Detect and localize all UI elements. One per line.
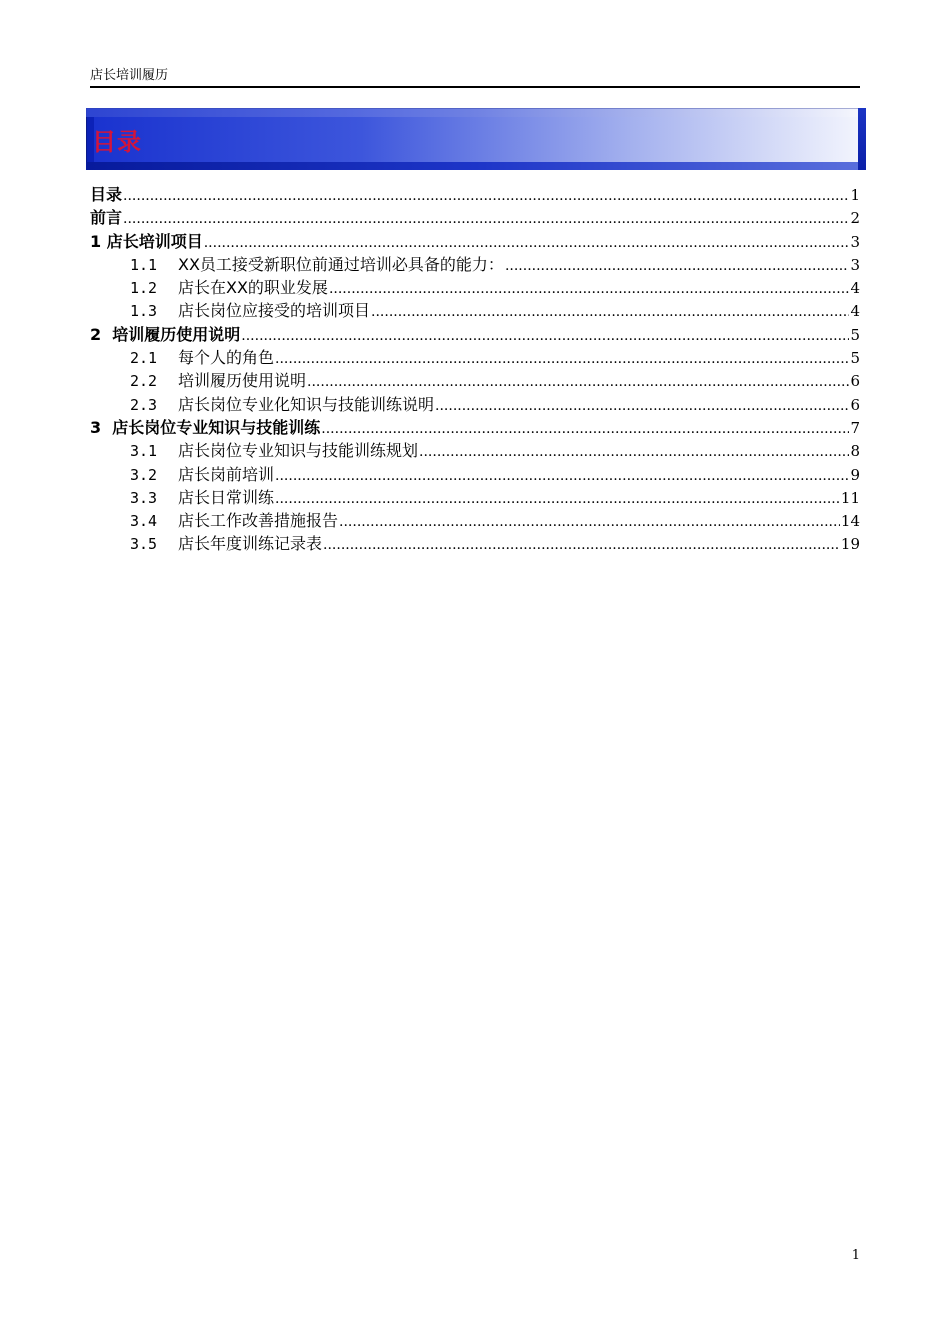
toc-entry-text: 1 店长培训项目 xyxy=(90,231,203,251)
toc-leader-dots xyxy=(505,255,850,278)
toc-subentry[interactable] xyxy=(90,393,860,416)
toc-leader-dots xyxy=(321,418,849,441)
toc-entry-number: 2.2 xyxy=(130,372,158,391)
toc-entry-page: 5 xyxy=(850,325,860,344)
toc-entry-number: 2.1 xyxy=(130,349,158,368)
toc-entry-text: 店长岗前培训 xyxy=(178,464,275,484)
toc-leader-dots xyxy=(307,371,849,394)
toc-subentry[interactable] xyxy=(90,463,860,486)
banner-title: 目录 xyxy=(92,128,142,156)
toc-entry[interactable] xyxy=(90,230,860,253)
running-header xyxy=(90,66,860,88)
toc-entry-number: 3.3 xyxy=(130,488,158,507)
toc-entry-text: 店长在XX的职业发展 xyxy=(178,278,328,298)
running-title: 店长培训履历 xyxy=(90,68,169,83)
toc-entry-text: 店长岗位专业化知识与技能训练说明 xyxy=(178,394,435,414)
banner-bevel-top xyxy=(86,108,866,117)
toc-banner xyxy=(86,108,866,170)
toc-entry-text: 店长工作改善措施报告 xyxy=(178,511,339,531)
toc-entry[interactable] xyxy=(90,416,860,439)
toc-entry-text: 前言 xyxy=(90,208,123,228)
page-number: 1 xyxy=(851,1248,860,1263)
toc-leader-dots xyxy=(419,441,849,464)
toc-entry-page: 6 xyxy=(850,395,860,414)
toc-entry-page: 5 xyxy=(850,349,860,368)
toc-entry-number: 3.4 xyxy=(130,512,158,531)
toc-leader-dots xyxy=(435,395,849,418)
toc-subentry[interactable] xyxy=(90,253,860,276)
toc-leader-dots xyxy=(371,301,849,324)
toc-entry[interactable] xyxy=(90,183,860,206)
toc-subentry[interactable] xyxy=(90,486,860,509)
toc-entry-number: 2.3 xyxy=(130,395,158,414)
toc-entry-page: 7 xyxy=(850,418,860,437)
toc-leader-dots xyxy=(241,325,849,348)
toc-subentry[interactable] xyxy=(90,369,860,392)
table-of-contents xyxy=(90,183,860,556)
toc-leader-dots xyxy=(275,488,840,511)
toc-leader-dots xyxy=(323,534,840,557)
toc-entry-page: 9 xyxy=(850,465,860,484)
toc-subentry[interactable] xyxy=(90,276,860,299)
toc-entry-text: XX员工接受新职位前通过培训必具备的能力： xyxy=(178,254,504,274)
toc-leader-dots xyxy=(123,185,849,208)
toc-subentry[interactable] xyxy=(90,346,860,369)
toc-subentry[interactable] xyxy=(90,509,860,532)
toc-entry-text: 培训履历使用说明 xyxy=(178,371,307,391)
toc-entry-number: 1.3 xyxy=(130,302,158,321)
toc-entry-page: 14 xyxy=(840,512,860,531)
banner-bevel-right xyxy=(858,108,866,170)
toc-subentry[interactable] xyxy=(90,532,860,555)
toc-entry-number: 1.1 xyxy=(130,255,158,274)
toc-leader-dots xyxy=(204,232,850,255)
toc-entry[interactable] xyxy=(90,323,860,346)
toc-entry-number: 3.5 xyxy=(130,535,158,554)
banner-bevel-bottom xyxy=(86,162,866,170)
toc-entry-page: 3 xyxy=(850,255,860,274)
toc-entry[interactable] xyxy=(90,206,860,229)
toc-leader-dots xyxy=(275,348,849,371)
toc-entry-text: 目录 xyxy=(90,185,123,204)
toc-entry-text: 每个人的角色 xyxy=(178,348,275,368)
toc-leader-dots xyxy=(275,465,849,488)
toc-entry-page: 4 xyxy=(850,302,860,321)
banner-face xyxy=(94,117,858,162)
toc-entry-page: 8 xyxy=(850,442,860,461)
toc-entry-page: 6 xyxy=(850,372,860,391)
toc-leader-dots xyxy=(329,278,850,301)
toc-subentry[interactable] xyxy=(90,299,860,322)
toc-entry-number: 3.2 xyxy=(130,465,158,484)
toc-entry-page: 4 xyxy=(850,279,860,298)
toc-entry-text: 店长岗位专业知识与技能训练规划 xyxy=(178,441,419,461)
toc-leader-dots xyxy=(123,208,849,231)
toc-entry-page: 1 xyxy=(850,186,860,204)
toc-entry-text: 店长日常训练 xyxy=(178,487,275,507)
toc-entry-page: 11 xyxy=(840,488,860,507)
toc-entry-text: 店长岗位应接受的培训项目 xyxy=(178,301,371,321)
toc-entry-text: 2 培训履历使用说明 xyxy=(90,324,241,344)
toc-entry-text: 3 店长岗位专业知识与技能训练 xyxy=(90,417,321,437)
toc-subentry[interactable] xyxy=(90,439,860,462)
toc-entry-page: 2 xyxy=(850,209,860,228)
toc-entry-page: 3 xyxy=(850,232,860,251)
toc-leader-dots xyxy=(339,511,840,534)
toc-entry-text: 店长年度训练记录表 xyxy=(178,534,323,554)
toc-entry-number: 1.2 xyxy=(130,279,158,298)
toc-entry-number: 3.1 xyxy=(130,442,158,461)
toc-entry-page: 19 xyxy=(840,535,860,554)
